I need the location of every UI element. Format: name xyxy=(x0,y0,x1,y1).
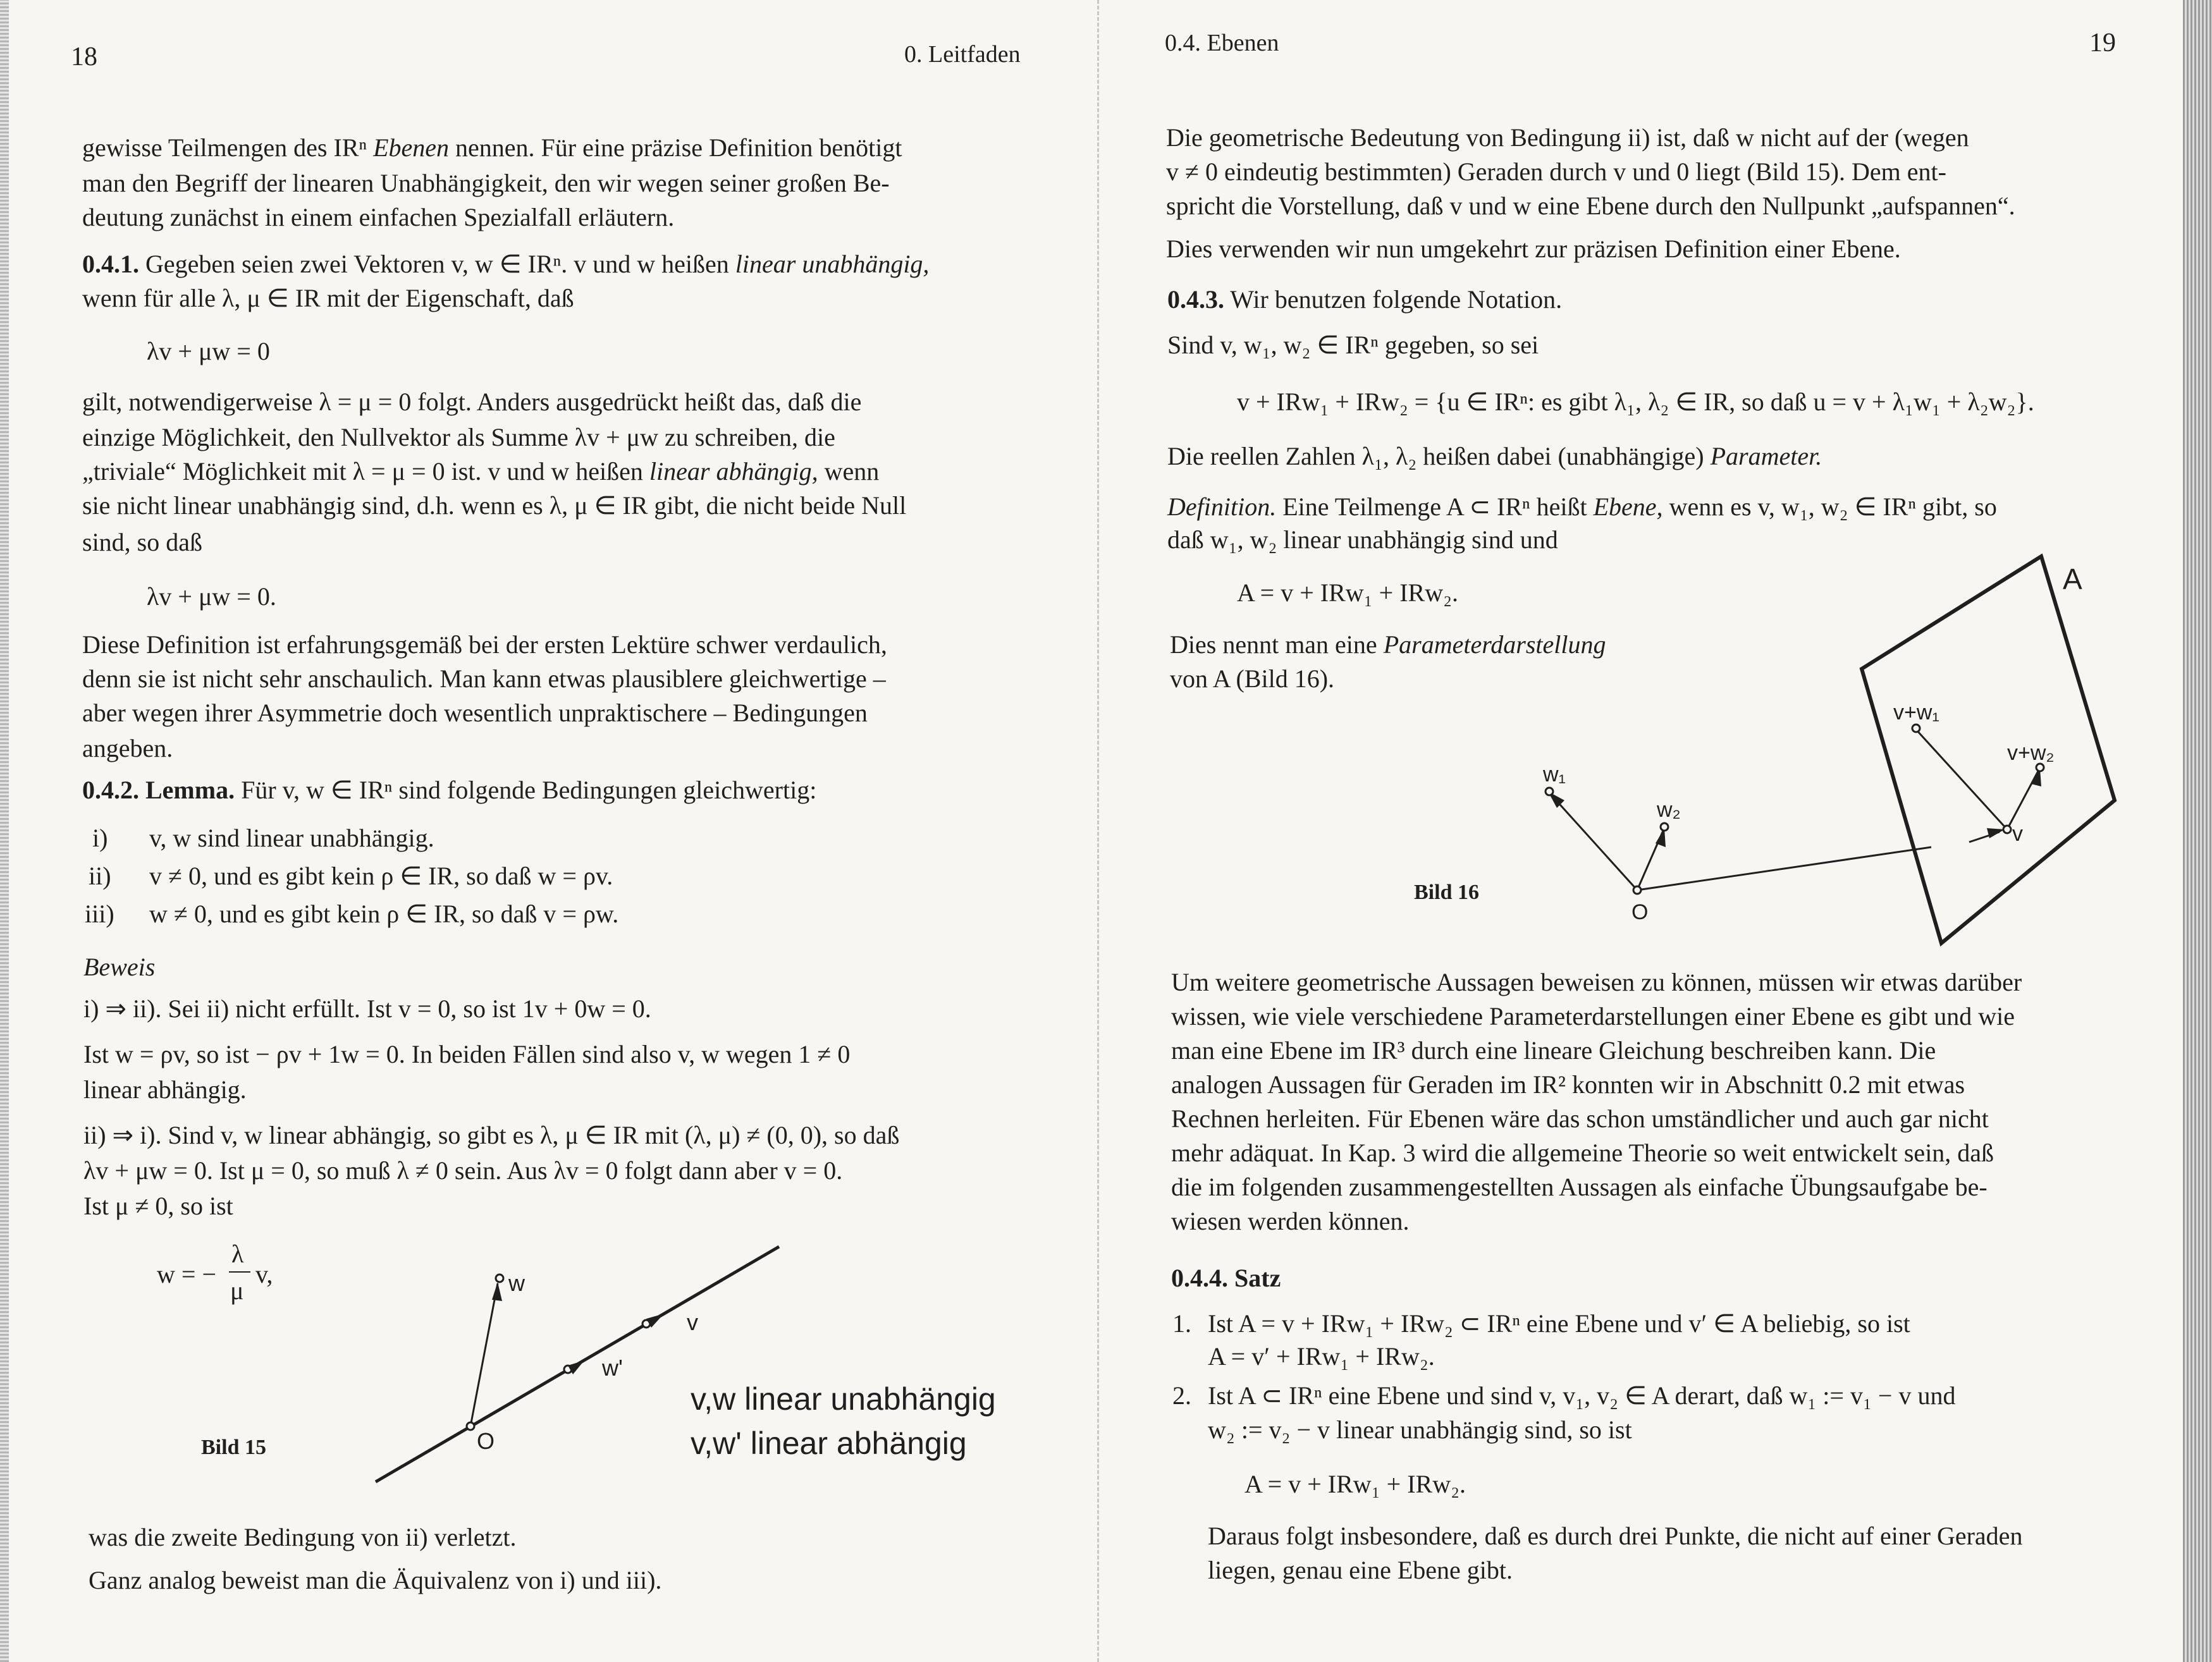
text-line: wenn für alle λ, μ ∈ IR mit der Eigenschaft, daß xyxy=(82,284,574,312)
satz-item-text: Ist A = v + IRw₁ + IRw₂ ⊂ IRⁿ eine Ebene und v′ ∈ A beliebig, so ist xyxy=(1208,1309,1910,1338)
text-line: denn sie ist nicht sehr anschaulich. Man kann etwas plausiblere gleichwertige – xyxy=(82,664,886,693)
page-number: 19 xyxy=(2089,28,2116,58)
label-origin: O xyxy=(1631,900,1649,924)
vector-w2-from-v xyxy=(2007,770,2039,829)
label-v: v xyxy=(2012,822,2023,846)
text-line: λv + μw = 0. Ist μ = 0, so muß λ ≠ 0 sein. Aus λv = 0 folgt dann aber v = 0. xyxy=(83,1156,843,1185)
condition-label: ii) xyxy=(89,862,111,890)
notation-0-4-3: 0.4.3. Wir benutzen folgende Notation. xyxy=(1167,285,1563,314)
text-line: aber wegen ihrer Asymmetrie doch wesentlich unpraktischere – Bedingungen xyxy=(82,699,868,727)
vector-w1-from-v xyxy=(1916,730,2007,829)
text-line: mehr adäquat. In Kap. 3 wird die allgemeine Theorie so weit entwickelt sein, daß xyxy=(1171,1139,1994,1167)
text-line: gilt, notwendigerweise λ = μ = 0 folgt. Anders ausgedrückt heißt das, daß die xyxy=(82,388,862,416)
point-o xyxy=(1633,886,1641,894)
satz-item-label: 2. xyxy=(1172,1381,1191,1410)
label-origin: O xyxy=(477,1428,495,1454)
satz-item-text: Ist A ⊂ IRⁿ eine Ebene und sind v, v₁, v₂ ∈ A derart, daß w₁ := v₁ − v und xyxy=(1208,1381,1956,1410)
text-line: „triviale“ Möglichkeit mit λ = μ = 0 ist. v und w heißen linear abhängig, wenn xyxy=(82,457,880,486)
point-w1 xyxy=(1545,788,1553,795)
label-v-plus-w2: v+w₂ xyxy=(2007,741,2055,765)
label-w1: w₁ xyxy=(1543,762,1566,786)
text-line: Diese Definition ist erfahrungsgemäß bei der ersten Lektüre schwer verdaulich, xyxy=(82,630,887,659)
satz-item-text: A = v′ + IRw₁ + IRw₂. xyxy=(1208,1342,1435,1371)
text-line: v ≠ 0 eindeutig bestimmten) Geraden durch v und 0 liegt (Bild 15). Dem ent- xyxy=(1166,157,1946,186)
figure-15 xyxy=(0,0,1088,1662)
text-line: daß w₁, w₂ linear unabhängig sind und xyxy=(1167,525,1558,554)
text-line: sind, so daß xyxy=(82,528,202,556)
point-w2 xyxy=(1661,823,1668,831)
label-plane-a: A xyxy=(2063,563,2082,596)
label-w-prime: w' xyxy=(602,1355,623,1381)
text-line: man eine Ebene im IR³ durch eine lineare Gleichung beschreiben kann. Die xyxy=(1171,1036,1936,1065)
running-head: 0. Leitfaden xyxy=(904,41,1021,68)
text-line: wissen, wie viele verschiedene Parameterdarstellungen einer Ebene es gibt und wie xyxy=(1171,1002,2015,1030)
formula-rhs: v, xyxy=(255,1260,273,1288)
definition-0-4-1: 0.4.1. Gegeben seien zwei Vektoren v, w ∈ IRⁿ. v und w heißen linear unabhängig, xyxy=(82,250,930,278)
text-line: einzige Möglichkeit, den Nullvektor als Summe λv + μw zu schreiben, die xyxy=(82,423,835,451)
text-line: linear abhängig. xyxy=(83,1075,247,1104)
text-line: Um weitere geometrische Aussagen beweisen zu können, müssen wir etwas darüber xyxy=(1171,968,2022,996)
running-head: 0.4. Ebenen xyxy=(1165,30,1279,56)
book-gutter xyxy=(1097,0,1099,1662)
text-line: Ist w = ρv, so ist − ρv + 1w = 0. In beiden Fällen sind also v, w wegen 1 ≠ 0 xyxy=(83,1040,851,1068)
condition-label: i) xyxy=(92,824,108,852)
page-left xyxy=(0,0,1088,1662)
formula-denominator: μ xyxy=(230,1276,244,1305)
text-line: deutung zunächst in einem einfachen Spezialfall erläutern. xyxy=(82,203,675,231)
text-line: angeben. xyxy=(82,734,173,762)
figure-note-dependent: v,w' linear abhängig xyxy=(691,1426,967,1461)
formula-lhs: w = − xyxy=(157,1260,217,1288)
text-line: sie nicht linear unabhängig sind, d.h. wenn es λ, μ ∈ IR gibt, die nicht beide Null xyxy=(82,491,907,520)
point-w xyxy=(496,1274,503,1282)
text-line: Die reellen Zahlen λ₁, λ₂ heißen dabei (unabhängige) Parameter. xyxy=(1167,442,1822,470)
text-line: Daraus folgt insbesondere, daß es durch drei Punkte, die nicht auf einer Geraden xyxy=(1208,1522,2023,1550)
text-line: Dies verwenden wir nun umgekehrt zur präzisen Definition einer Ebene. xyxy=(1166,235,1901,263)
vector-w1 xyxy=(1549,793,1637,890)
point-v xyxy=(2003,826,2011,833)
text-line: gewisse Teilmengen des IRⁿ Ebenen nennen. Für eine präzise Definition benötigt xyxy=(82,133,902,162)
figure-caption: Bild 16 xyxy=(1414,881,1479,904)
text-line: analogen Aussagen für Geraden im IR² konnten wir in Abschnitt 0.2 mit etwas xyxy=(1171,1070,1965,1099)
text-line: man den Begriff der linearen Unabhängigkeit, den wir wegen seiner großen Be- xyxy=(82,169,890,197)
text-line: die im folgenden zusammengestellten Aussagen als einfache Übungsaufgabe be- xyxy=(1171,1173,1988,1201)
formula: A = v + IRw₁ + IRw₂. xyxy=(1237,578,1459,607)
text-line: Die geometrische Bedeutung von Bedingung ii) ist, daß w nicht auf der (wegen xyxy=(1166,123,1969,152)
plane-a xyxy=(1862,556,2115,943)
text-line: ii) ⇒ i). Sind v, w linear abhängig, so gibt es λ, μ ∈ IR mit (λ, μ) ≠ (0, 0), so daß xyxy=(83,1121,900,1149)
text-line: spricht die Vorstellung, daß v und w eine Ebene durch den Nullpunkt „aufspannen“. xyxy=(1166,192,2015,220)
vector-v xyxy=(1637,847,1931,890)
formula-numerator: λ xyxy=(231,1240,244,1268)
page-right xyxy=(1113,0,2212,1662)
text-line: i) ⇒ ii). Sei ii) nicht erfüllt. Ist v = 0, so ist 1v + 0w = 0. xyxy=(83,994,651,1023)
figure-caption: Bild 15 xyxy=(201,1436,266,1459)
condition-text: w ≠ 0, und es gibt kein ρ ∈ IR, so daß v = ρw. xyxy=(149,900,619,928)
satz-item-text: w₂ := v₂ − v linear unabhängig sind, so ist xyxy=(1208,1415,1632,1444)
vector-v-arrowhead xyxy=(1987,828,2005,838)
formula: λv + μw = 0. xyxy=(147,582,276,611)
text-line: von A (Bild 16). xyxy=(1170,664,1335,693)
text-line: Ganz analog beweist man die Äquivalenz von i) und iii). xyxy=(89,1566,662,1594)
vector-w-arrow xyxy=(470,1283,498,1426)
page-number: 18 xyxy=(71,42,97,71)
condition-text: v, w sind linear unabhängig. xyxy=(149,824,434,852)
label-w2: w₂ xyxy=(1657,798,1681,822)
satz-item-label: 1. xyxy=(1172,1309,1191,1338)
label-w: w xyxy=(508,1270,525,1296)
proof-heading: Beweis xyxy=(83,953,156,981)
text-line: wiesen werden können. xyxy=(1171,1207,1410,1235)
label-v-plus-w1: v+w₁ xyxy=(1893,700,1939,724)
satz-heading: 0.4.4. Satz xyxy=(1171,1264,1281,1292)
formula: λv + μw = 0 xyxy=(147,337,270,365)
formula: v + IRw₁ + IRw₂ = {u ∈ IRⁿ: es gibt λ₁, λ₂ ∈ IR, so daß u = v + λ₁w₁ + λ₂w₂}. xyxy=(1237,388,2034,416)
vector-w-arrowhead xyxy=(492,1282,502,1301)
label-v: v xyxy=(687,1309,698,1335)
text-line: Sind v, w₁, w₂ ∈ IRⁿ gegeben, so sei xyxy=(1167,331,1539,359)
formula: A = v + IRw₁ + IRw₂. xyxy=(1244,1470,1466,1498)
figure-note-independent: v,w linear unabhängig xyxy=(691,1381,996,1417)
text-line: Rechnen herleiten. Für Ebenen wäre das schon umständlicher und auch gar nicht xyxy=(1171,1104,1989,1133)
text-line: Dies nennt man eine Parameterdarstellung xyxy=(1170,630,1606,659)
text-line: was die zweite Bedingung von ii) verletzt. xyxy=(89,1523,517,1551)
point-o xyxy=(467,1422,474,1430)
condition-text: v ≠ 0, und es gibt kein ρ ∈ IR, so daß w = ρv. xyxy=(149,862,613,890)
point-v-plus-w1 xyxy=(1912,724,1920,732)
definition: Definition. Eine Teilmenge A ⊂ IRⁿ heißt Ebene, wenn es v, w₁, w₂ ∈ IRⁿ gibt, so xyxy=(1167,492,1997,521)
lemma-0-4-2: 0.4.2. Lemma. Für v, w ∈ IRⁿ sind folgende Bedingungen gleichwertig: xyxy=(82,776,817,804)
text-line: Ist μ ≠ 0, so ist xyxy=(83,1192,233,1220)
text-line: liegen, genau eine Ebene gibt. xyxy=(1208,1556,1513,1584)
condition-label: iii) xyxy=(85,900,114,928)
